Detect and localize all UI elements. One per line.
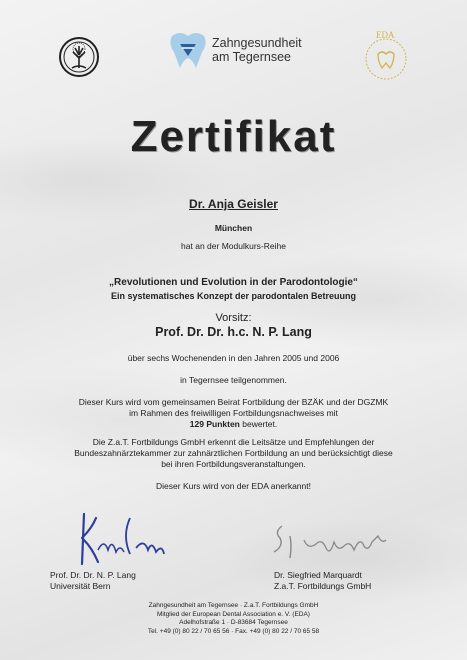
brand-line-2: am Tegernsee [212,50,291,64]
intro-text: hat an der Modulkurs-Reihe [181,241,286,251]
certificate-title: Zertifikat [130,112,337,161]
eda-label: EDA [376,30,395,40]
signatory-left [50,570,136,591]
chair-label: Vorsitz: [215,312,252,324]
signatory-left-name: Prof. Dr. Dr. N. P. Lang [50,570,136,580]
recognition-paragraph [0,437,467,470]
chair-name: Prof. Dr. Dr. h.c. N. P. Lang [155,325,312,339]
signatory-right-name: Dr. Siegfried Marquardt [274,570,362,580]
footer-line-1: Zahngesundheit am Tegernsee · Z.a.T. Fortbildungs GmbH [148,602,319,609]
rating-line-1: Dieser Kurs wird vom gemeinsamen Beirat Fortbildung der BZÄK und der DGZMK [78,397,389,407]
footer-address [0,602,467,636]
recognition-line-2: Bundeszahnärztekammer zur zahnärztlichen Fortbildung an und berücksichtigt diese [74,448,393,458]
recognition-line-3: bei ihren Fortbildungsveranstaltungen. [161,459,306,469]
brand-line-1: Zahngesundheit [212,36,302,50]
signatory-right [274,570,371,591]
tree-emblem-logo [58,36,100,78]
signature-lang [78,508,168,570]
rating-points: 129 Punkten [189,419,240,429]
recognition-line-1: Die Z.a.T. Fortbildungs GmbH erkennt die Leitsätze und Empfehlungen der [92,437,375,447]
course-title: „Revolutionen und Evolution in der Parodontologie“ [109,277,358,288]
signature-marquardt [268,522,398,566]
rating-suffix: bewertet. [239,419,278,429]
footer-line-3: Adelhofstraße 1 · D-83684 Tegernsee [179,619,288,626]
footer-line-4: Tel. +49 (0) 80 22 / 70 65 56 · Fax. +49 (0) 80 22 / 70 65 58 [147,627,320,635]
recipient-name: Dr. Anja Geisler [189,197,278,211]
eda-recognition-text: Dieser Kurs wird von der EDA anerkannt! [156,481,311,491]
tooth-icon [166,30,210,70]
signatory-left-org: Universität Bern [50,580,111,591]
signatory-right-org: Z.a.T. Fortbildungs GmbH [274,580,372,591]
eda-seal-logo [363,30,409,82]
recipient-city: München [214,223,253,233]
rating-line-3 [0,419,467,430]
zahngesundheit-logo [166,30,326,70]
rating-paragraph [0,397,467,430]
footer-line-2: Mitglied der European Dental Association e. V. (EDA) [157,610,310,618]
duration-text: über sechs Wochenenden in den Jahren 2005 und 2006 [127,353,340,363]
course-subtitle: Ein systematisches Konzept der parodontalen Betreuung [110,291,357,301]
location-text: in Tegernsee teilgenommen. [180,375,287,385]
rating-line-2: im Rahmen des freiwilligen Fortbildungsnachweises mit [129,408,338,418]
